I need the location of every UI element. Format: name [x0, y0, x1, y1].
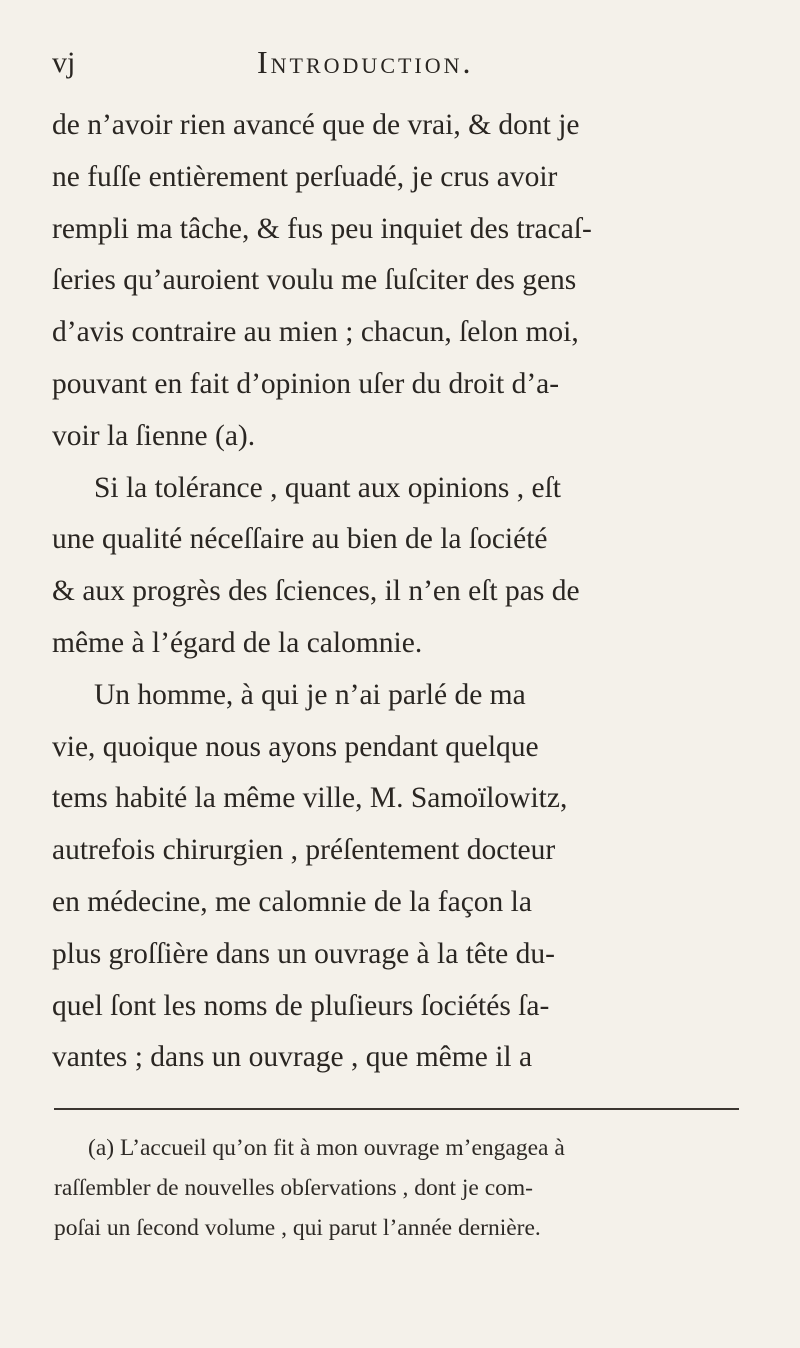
- text-line: en médecine, me calomnie de la façon la: [52, 885, 532, 918]
- text-line: pouvant en fait d’opinion uſer du droit d’a-: [52, 367, 560, 400]
- footnote-line: raſſembler de nouvelles obſervations , dont je com-: [54, 1175, 533, 1201]
- running-head: Introduction.: [257, 44, 474, 80]
- text-line: rempli ma tâche, & fus peu inquiet des tracaſ-: [52, 212, 592, 245]
- text-line: quel ſont les noms de pluſieurs ſociétés ſa-: [52, 989, 550, 1022]
- page-number: vj: [52, 46, 76, 79]
- footnote-divider: [54, 1108, 739, 1110]
- text-line: autrefois chirurgien , préſentement docteur: [52, 834, 556, 867]
- text-line: voir la ſienne (a).: [52, 419, 256, 452]
- text-line: & aux progrès des ſciences, il n’en eſt pas de: [52, 575, 580, 608]
- footnote: [54, 1128, 754, 1248]
- text-line: une qualité néceſſaire au bien de la ſociété: [52, 523, 548, 556]
- text-line: même à l’égard de la calomnie.: [52, 626, 423, 659]
- body-text: [52, 100, 752, 1084]
- footnote-line: poſai un ſecond volume , qui parut l’année dernière.: [54, 1215, 541, 1241]
- text-line: ſeries qu’auroient voulu me ſuſciter des gens: [52, 264, 577, 297]
- text-line: d’avis contraire au mien ; chacun, ſelon moi,: [52, 316, 579, 349]
- text-line: plus groſſière dans un ouvrage à la tête du-: [52, 937, 555, 970]
- page-header: [52, 44, 752, 88]
- footnote-line: (a) L’accueil qu’on fit à mon ouvrage m’engagea à: [88, 1135, 565, 1161]
- text-line: Si la tolérance , quant aux opinions , eſt: [94, 471, 561, 504]
- text-line: vantes ; dans un ouvrage , que même il a: [52, 1041, 533, 1074]
- text-line: vie, quoique nous ayons pendant quelque: [52, 730, 539, 763]
- text-line: de n’avoir rien avancé que de vrai, & dont je: [52, 109, 580, 141]
- text-line: ne fuſſe entièrement perſuadé, je crus avoir: [52, 160, 558, 193]
- text-line: Un homme, à qui je n’ai parlé de ma: [94, 678, 526, 711]
- text-line: tems habité la même ville, M. Samoïlowitz,: [52, 782, 568, 815]
